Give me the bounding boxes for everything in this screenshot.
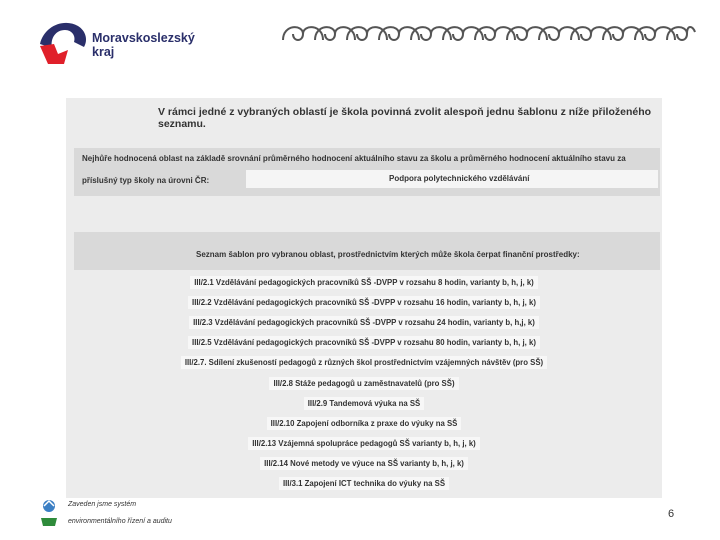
template-item xyxy=(66,338,662,347)
template-item-label: III/3.1 Zapojení ICT technika do výuky na SŠ xyxy=(279,477,449,490)
template-item-label: III/2.14 Nové metody ve výuce na SŠ varianty b, h, j, k) xyxy=(260,457,468,470)
footer-line-2: environmentálního řízení a auditu xyxy=(68,518,172,525)
worst-area-band xyxy=(74,148,660,196)
template-item xyxy=(66,318,662,327)
template-item-label: III/2.8 Stáže pedagogů u zaměstnavatelů (pro SŠ) xyxy=(269,377,458,390)
template-item-label: III/2.1 Vzdělávání pedagogických pracovníků SŠ -DVPP v rozsahu 8 hodin, varianty b, h, j, k) xyxy=(190,276,538,289)
template-item xyxy=(66,459,662,468)
brand-line-2: kraj xyxy=(92,45,115,59)
brand-name xyxy=(92,31,195,59)
page-number: 6 xyxy=(668,508,675,520)
template-item-label: III/2.13 Vzájemná spolupráce pedagogů SŠ varianty b, h, j, k) xyxy=(248,437,480,450)
template-item xyxy=(66,399,662,408)
document-heading: V rámci jedné z vybraných oblastí je škola povinná zvolit alespoň jednu šablonu z níže přiloženého seznamu. xyxy=(158,106,652,130)
brand-line-1: Moravskoslezský xyxy=(92,31,195,45)
area-label-line-2: příslušný typ školy na úrovni ČR: xyxy=(82,176,210,185)
template-item-label: III/2.3 Vzdělávání pedagogických pracovníků SŠ -DVPP v rozsahu 24 hodin, varianty b, h,j, k) xyxy=(189,316,539,329)
area-label-line-1: Nejhůře hodnocená oblast na základě srovnání průměrného hodnocení aktuálního stavu za školu a průměrného hodnocení aktuálního stavu za xyxy=(82,154,626,163)
template-item xyxy=(66,419,662,428)
template-item xyxy=(66,479,662,488)
template-item xyxy=(66,358,662,367)
template-item xyxy=(66,439,662,448)
template-item xyxy=(66,278,662,287)
template-item-label: III/2.2 Vzdělávání pedagogických pracovníků SŠ -DVPP v rozsahu 16 hodin, varianty b, h, j, k) xyxy=(188,296,540,309)
template-item-label: III/2.5 Vzdělávání pedagogických pracovníků SŠ -DVPP v rozsahu 80 hodin, varianty b, h, j, k) xyxy=(188,336,540,349)
template-list-title: Seznam šablon pro vybranou oblast, prostřednictvím kterých může škola čerpat finanční prostředky: xyxy=(196,250,580,259)
template-item-label: III/2.7. Sdílení zkušeností pedagogů z různých škol prostřednictvím vzájemných návštěv (pro SŠ) xyxy=(181,356,547,369)
template-item-label: III/2.9 Tandemová výuka na SŠ xyxy=(304,397,425,410)
area-value: Podpora polytechnického vzdělávání xyxy=(389,174,530,183)
scanned-document xyxy=(66,98,662,498)
template-list-header-band xyxy=(74,232,660,270)
decorative-wave-ornament xyxy=(279,18,699,48)
area-value-box xyxy=(246,170,658,188)
template-item xyxy=(66,379,662,388)
template-item xyxy=(66,298,662,307)
footer-line-1: Zaveden jsme systém xyxy=(68,501,137,508)
template-item-label: III/2.10 Zapojení odborníka z praxe do výuky na SŠ xyxy=(267,417,462,430)
emas-logo-icon xyxy=(38,498,60,528)
